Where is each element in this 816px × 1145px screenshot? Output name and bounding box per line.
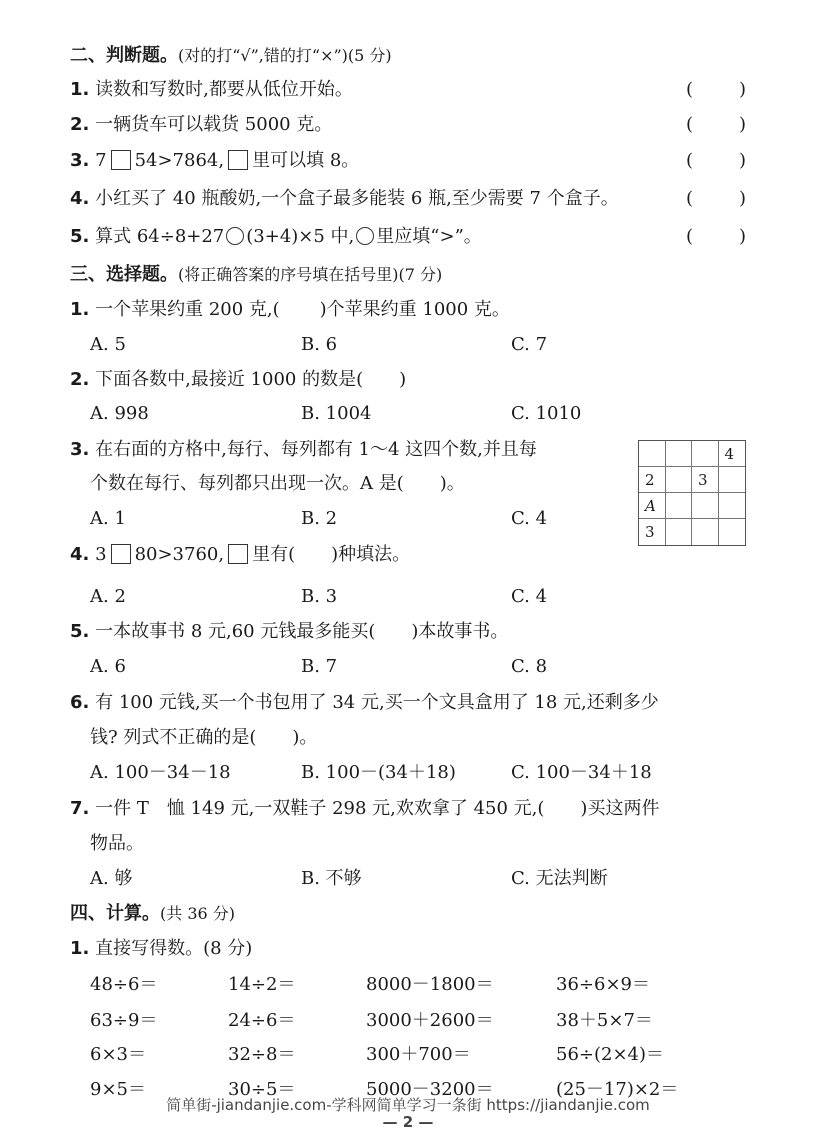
calc-item: 5000－3200＝ (366, 1079, 494, 1100)
calc-item: 56÷(2×4)＝ (556, 1044, 665, 1065)
blank-box (228, 150, 248, 170)
section-4-heading (70, 902, 235, 926)
item-number: 5. (70, 226, 90, 247)
item-text: 一辆货车可以载货 5000 克。 (95, 114, 333, 135)
judge-item (70, 113, 332, 137)
section-title: 二、判断题。 (70, 45, 178, 66)
option-b: B. 3 (301, 586, 338, 607)
answer-parens[interactable]: ( ) (686, 226, 746, 247)
blank-box[interactable] (111, 150, 131, 170)
calc-item: 9×5＝ (90, 1079, 146, 1100)
choice-question: 3. 在右面的方格中,每行、每列都有 1～4 这四个数,并且每 (70, 439, 537, 460)
calc-item: 300＋700＝ (366, 1044, 471, 1065)
calc-item: 48÷6＝ (90, 974, 158, 995)
calc-item: 36÷6×9＝ (556, 974, 650, 995)
choice-question: 7. 一件 T 恤 149 元,一双鞋子 298 元,欢欢拿了 450 元,( )买这两件 (70, 798, 660, 819)
choice-question: 1. 一个苹果约重 200 克,( )个苹果约重 1000 克。 (70, 299, 510, 320)
answer-parens[interactable]: ( ) (686, 114, 746, 135)
grid-cell (692, 441, 719, 467)
section-title: 三、选择题。 (70, 264, 178, 285)
grid-cell: 4 (719, 441, 746, 467)
item-text: 小红买了 40 瓶酸奶,一个盒子最多能装 6 瓶,至少需要 7 个盒子。 (95, 188, 619, 209)
judge-item: 3. 7 54>7864, 里可以填 8。 (70, 150, 360, 171)
option-a: A. 2 (90, 586, 126, 607)
option-b: B. 1004 (301, 403, 372, 424)
option-b: B. 100－(34＋18) (301, 762, 456, 783)
section-note: (共 36 分) (160, 904, 236, 923)
section-2-heading (70, 44, 392, 68)
option-c: C. 7 (511, 334, 548, 355)
question-continuation: 物品。 (90, 833, 144, 854)
grid-cell (666, 493, 693, 519)
grid-cell: 2 (639, 467, 666, 493)
grid-cell (639, 441, 666, 467)
option-a: A. 6 (90, 656, 126, 677)
grid-cell (719, 519, 746, 545)
choice-question: 5. 一本故事书 8 元,60 元钱最多能买( )本故事书。 (70, 621, 509, 642)
section-note: (对的打“√”,错的打“×”)(5 分) (178, 46, 392, 65)
option-c: C. 8 (511, 656, 548, 677)
option-a: A. 100－34－18 (90, 762, 231, 783)
grid-cell (692, 519, 719, 545)
option-b: B. 7 (301, 656, 338, 677)
calc-item: 38＋5×7＝ (556, 1010, 653, 1031)
watermark: 简单街-jiandanjie.com-学科网简单学习一条街 https://jiandanjie.com (166, 1096, 650, 1114)
answer-parens[interactable]: ( ) (686, 188, 746, 209)
option-a: A. 5 (90, 334, 126, 355)
grid-cell (666, 441, 693, 467)
latin-square-grid (638, 440, 746, 546)
section-note: (将正确答案的序号填在括号里)(7 分) (178, 265, 443, 284)
calc-item: (25－17)×2＝ (556, 1079, 679, 1100)
choice-question: 2. 下面各数中,最接近 1000 的数是( ) (70, 369, 407, 390)
option-c: C. 4 (511, 508, 548, 529)
grid-cell (692, 493, 719, 519)
grid-cell: 3 (692, 467, 719, 493)
option-c: C. 1010 (511, 403, 582, 424)
answer-parens[interactable]: ( ) (686, 150, 746, 171)
judge-item (70, 187, 619, 211)
grid-cell (666, 467, 693, 493)
item-number: 2. (70, 114, 90, 135)
option-b: B. 6 (301, 334, 338, 355)
grid-cell (719, 467, 746, 493)
item-text: 读数和写数时,都要从低位开始。 (95, 79, 353, 100)
calc-item: 3000＋2600＝ (366, 1010, 494, 1031)
calc-item: 6×3＝ (90, 1044, 146, 1065)
calc-item: 8000－1800＝ (366, 974, 494, 995)
question-continuation: 钱? 列式不正确的是( )。 (90, 727, 318, 748)
blank-box[interactable] (111, 544, 131, 564)
blank-circle[interactable] (226, 227, 244, 245)
grid-cell (666, 519, 693, 545)
section-title: 四、计算。 (70, 903, 160, 924)
choice-question: 6. 有 100 元钱,买一个书包用了 34 元,买一个文具盒用了 18 元,还剩多少 (70, 692, 659, 713)
option-c: C. 100－34＋18 (511, 762, 652, 783)
option-b: B. 不够 (301, 868, 362, 889)
question-continuation: 个数在每行、每列都只出现一次。A 是( )。 (90, 473, 465, 494)
grid-cell (719, 493, 746, 519)
option-a: A. 998 (90, 403, 149, 424)
option-b: B. 2 (301, 508, 338, 529)
blank-circle (356, 227, 374, 245)
calc-item: 14÷2＝ (228, 974, 296, 995)
judge-item: 5. 算式 64÷8+27 (3+4)×5 中, 里应填“>”。 (70, 226, 482, 247)
item-number: 3. (70, 150, 90, 171)
item-number: 4. (70, 188, 90, 209)
option-a: A. 1 (90, 508, 126, 529)
answer-parens[interactable]: ( ) (686, 79, 746, 100)
grid-cell: 3 (639, 519, 666, 545)
option-a: A. 够 (90, 868, 133, 889)
grid-cell: A (639, 493, 666, 519)
calc-item: 63÷9＝ (90, 1010, 158, 1031)
sub-question: 1. 直接写得数。(8 分) (70, 938, 253, 959)
page-number: — 2 — (382, 1113, 434, 1131)
section-3-heading (70, 263, 442, 287)
choice-question: 4. 3 80>3760, 里有( )种填法。 (70, 544, 411, 565)
calc-item: 32÷8＝ (228, 1044, 296, 1065)
calc-item: 24÷6＝ (228, 1010, 296, 1031)
option-c: C. 4 (511, 586, 548, 607)
item-number: 1. (70, 79, 90, 100)
blank-box (228, 544, 248, 564)
calc-item: 30÷5＝ (228, 1079, 296, 1100)
option-c: C. 无法判断 (511, 868, 608, 889)
judge-item (70, 78, 353, 102)
